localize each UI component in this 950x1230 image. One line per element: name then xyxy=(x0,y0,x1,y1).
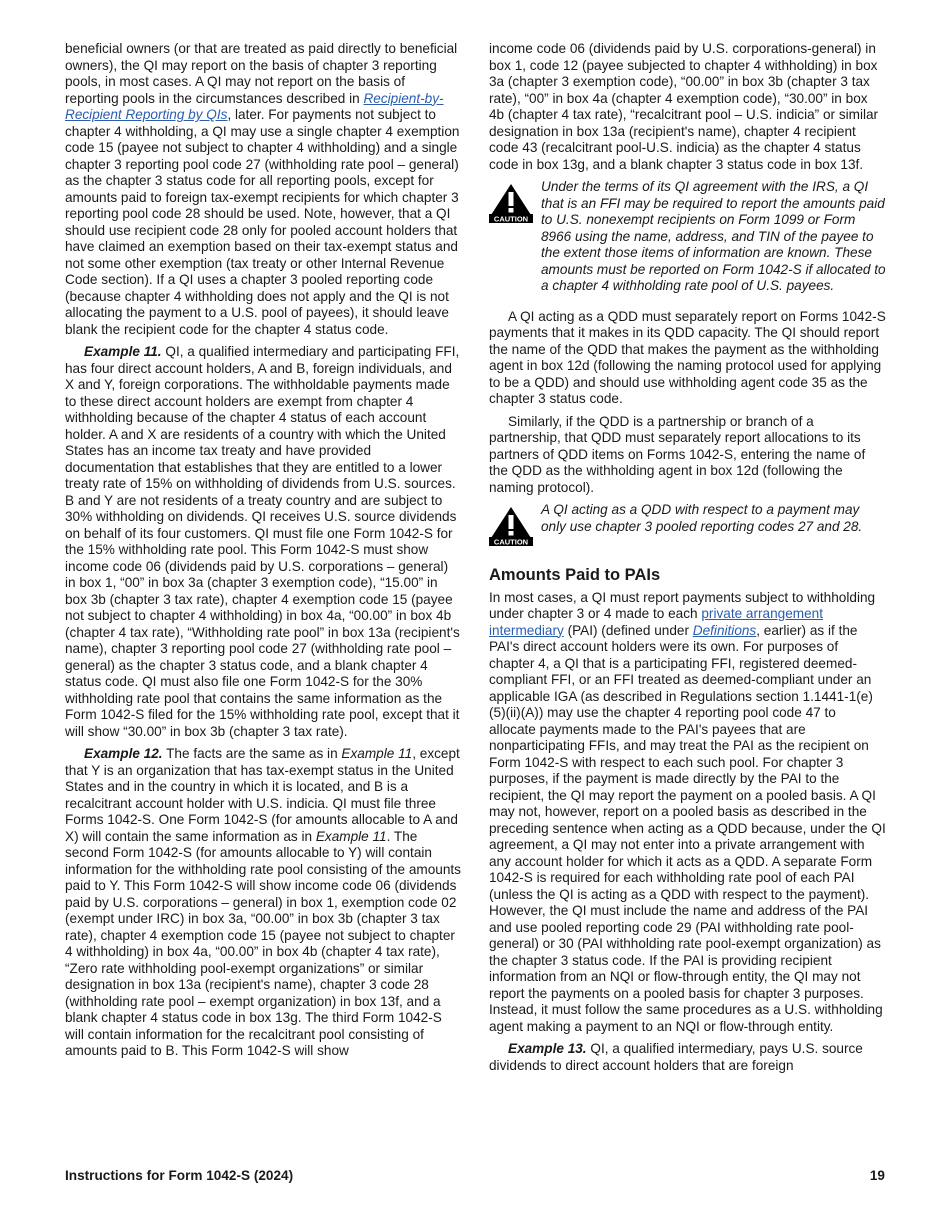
caution-box-qi-ffi xyxy=(489,179,886,295)
caution-icon xyxy=(489,502,535,551)
paragraph-qdd-partnership: Similarly, if the QDD is a partnership or branch of a partnership, that QDD must separately report allocations to its partners of QDD items on Forms 1042-S, entering the name of the QDD as the withholding agent in box 12d (following the naming protocol). xyxy=(489,413,866,495)
caution-text-qi-ffi: Under the terms of its QI agreement with the IRS, a QI that is an FFI may be required to report the amounts paid to U.S. nonexempt recipients on Form 1099 or Form 8966 using the name, address, and TIN of the payee to the extent those items of information are known. These amounts must be reported on Form 1042-S if allocated to a chapter 4 withholding rate pool of U.S. payees. xyxy=(541,179,886,293)
example-12: Example 12. The facts are the same as in Example 11, except that Y is an organization that has tax-exempt status in the United States and in the country in which it is located, and B is a recalcitrant account holder with U.S. indicia. QI must file three Forms 1042-S. One Form 1042-S (for amounts allocable to A and X) will contain the same information as in Example 11. The second Form 1042-S (for amounts allocable to Y) will contain information for the withholding rate pool consisting of the amounts paid to Y. This Form 1042-S will show income code 06 (dividends paid by U.S. corporations – general) in box 1, exemption code 02 (exempt under IRC) in box 3a, “00.00” in box 3b (chapter 3 tax rate), chapter 4 exemption code 15 (payee not subject to chapter 4 withholding) in box 4a, “00.00” in box 4b (chapter 4 tax rate), “Zero rate withholding pool-exempt organizations” or similar designation in box 13a (recipient's name), chapter 3 code 28 (withholding rate pool – exempt organization) in box 13f, and a blank chapter 4 status code in box 13g. The third Form 1042-S will contain information for the recalcitrant pool consisting of amounts paid to B. This Form 1042-S will show xyxy=(65,746,461,1058)
link-private-arrangement-intermediary[interactable]: private arrangement intermediary xyxy=(489,606,824,638)
link-recipient-by-recipient-reporting[interactable]: Recipient-by-Recipient Reporting by QIs xyxy=(65,90,444,122)
link-definitions[interactable]: Definitions xyxy=(692,622,757,638)
right-column xyxy=(489,41,886,1080)
heading-amounts-paid-to-pais: Amounts Paid to PAIs xyxy=(489,565,661,584)
caution-box-qdd-codes xyxy=(489,502,886,551)
example-13-label: Example 13. xyxy=(508,1041,587,1056)
example-12-label: Example 12. xyxy=(84,746,163,761)
paragraph-pai-reporting: In most cases, a QI must report payments subject to withholding under chapter 3 or 4 made to each private arrangement intermediary (PAI) (defined under Definitions, earlier) as if the PAI's direct account holders were its own. For purposes of chapter 4, a QI that is a participating FFI, registered deemed-compliant FFI, or an FFI treated as deemed-compliant under an applicable IGA (as described in Regulations section 1.1441-1(e)(5)(ii)(A)) may use the chapter 4 reporting pool code 47 to allocate payments made to the PAI's payees that are nonparticipating FFIs, and may treat the PAI as the recipient on Form 1042-S with respect to each such pool. For chapter 3 purposes, if the payment is made directly by the PAI to the recipient, the QI may report the payment on a pooled basis. A QI may not, however, report on a pooled basis as described in the preceding sentence when acting as a QDD because, under the QI agreement, a QI may not enter into a private arrangement with any account holder for which it acts as a QDD. A separate Form 1042-S is required for each withholding rate pool of each PAI (unless the QI is acting as a QDD with respect to the payment). However, the QI must include the name and address of the PAI and use pooled reporting code 29 (PAI withholding rate pool-general) or 30 (PAI withholding rate pool-exempt organization) as the chapter 3 status code. If the PAI is providing recipient information from an NQI or flow-through entity, the QI may not report the payments on a pooled basis for chapter 3 purposes. Instead, it must follow the same procedures as a U.S. withholding agent making a payment to an NQI or flow-through entity. xyxy=(489,589,886,1034)
example-11: Example 11. QI, a qualified intermediary and participating FFI, has four direct account holders, A and B, foreign individuals, and X and Y, foreign corporations. The withholdable payments made to these direct account holders are exempt from chapter 4 withholding because of the chapter 4 status of each account holder. A and X are residents of a country with which the United States has an income tax treaty and have provided documentation that establishes that they are entitled to a lower treaty rate of 15% on withholding of dividends from U.S. sources. B and Y are not residents of a treaty country and are subject to 30% withholding on dividends. QI receives U.S. source dividends on behalf of its four customers. QI must file one Form 1042-S for the 15% withholding rate pool. This Form 1042-S must show income code 06 (dividends paid by U.S. corporations – general) in box 1, “00” in box 3a (chapter 3 exemption code), “15.00” in box 3b (chapter 3 tax rate), chapter 4 exemption code 15 (payee not subject to chapter 4 withholding) in box 4a, “00.00” in box 4b (chapter 4 tax rate), “Withholding rate pool” in box 13a (recipient's name), chapter 3 reporting pool code 27 (withholding rate pool – general) as the chapter 3 status code, and a blank chapter 4 status code. QI must also file one Form 1042-S for the 30% withholding rate pool that contains the same information as the Form 1042-S filed for the 15% withholding rate pool, except that it will show “30.00” in box 3b (chapter 3 tax rate). xyxy=(65,344,460,739)
svg-text:CAUTION: CAUTION xyxy=(493,214,529,223)
svg-text:CAUTION: CAUTION xyxy=(493,537,529,546)
paragraph-recalcitrant-pool: income code 06 (dividends paid by U.S. corporations-general) in box 1, code 12 (payee subjected to chapter 4 withholding) in box 3a (chapter 3 exemption code), “00.00” in box 3b (chapter 3 tax rate), “00” in box 4a (chapter 4 exemption code), “30.00” in box 4b (chapter 4 tax rate), “recalcitrant pool – U.S. indicia” or similar designation in box 13a (recipient's name), chapter 4 recipient code 43 (recalcitrant pool-U.S. indicia) as the chapter 4 status code in box 13g, and a blank chapter 3 status code in box 13f. xyxy=(489,41,879,172)
caution-icon xyxy=(489,179,535,295)
paragraph-pooled-reporting: beneficial owners (or that are treated as paid directly to beneficial owners), the QI may report on the basis of chapter 3 reporting pools, in most cases. A QI may not report on the basis of reporting pools in the circumstances described in Recipient-by-Recipient Reporting by QIs, later. For payments not subject to chapter 4 withholding, a QI may use a single chapter 4 exemption code 15 (payee not subject to chapter 4 withholding) and a single chapter 3 reporting pool code 27 (withholding rate pool – general) as the chapter 3 status code for all reporting pools, except for amounts paid to foreign tax-exempt recipients for which chapter 3 reporting pool code 28 should be used. Note, however, that a QI should use recipient code 28 only for pooled account holders that have claimed an exemption based on their tax-exempt status and not some other exemption (tax treaty or other Internal Revenue Code section). If a QI uses a chapter 3 pooled reporting code (because chapter 4 withholding does not apply and the QI is not allocating the payment to a U.S. pool of payees), it should leave blank the recipient code for the chapter 4 status code. xyxy=(65,41,460,337)
paragraph-qdd-reporting: A QI acting as a QDD must separately report on Forms 1042-S payments that it makes in its QDD capacity. The QI should report the name of the QDD that makes the payment as the withholding agent in box 12d (following the naming protocol used for applying to be a QDD) and should use withholding agent code 35 as the chapter 3 status code. xyxy=(489,308,886,406)
footer-document-title: Instructions for Form 1042-S (2024) xyxy=(65,1168,294,1183)
page-number: 19 xyxy=(869,1168,885,1183)
left-column xyxy=(65,41,462,1066)
example-11-label: Example 11. xyxy=(84,344,162,359)
caution-text-qdd-codes: A QI acting as a QDD with respect to a payment may only use chapter 3 pooled reporting codes 27 and 28. xyxy=(541,502,863,534)
example-13: Example 13. QI, a qualified intermediary, pays U.S. source dividends to direct account holders that are foreign xyxy=(489,1041,863,1073)
